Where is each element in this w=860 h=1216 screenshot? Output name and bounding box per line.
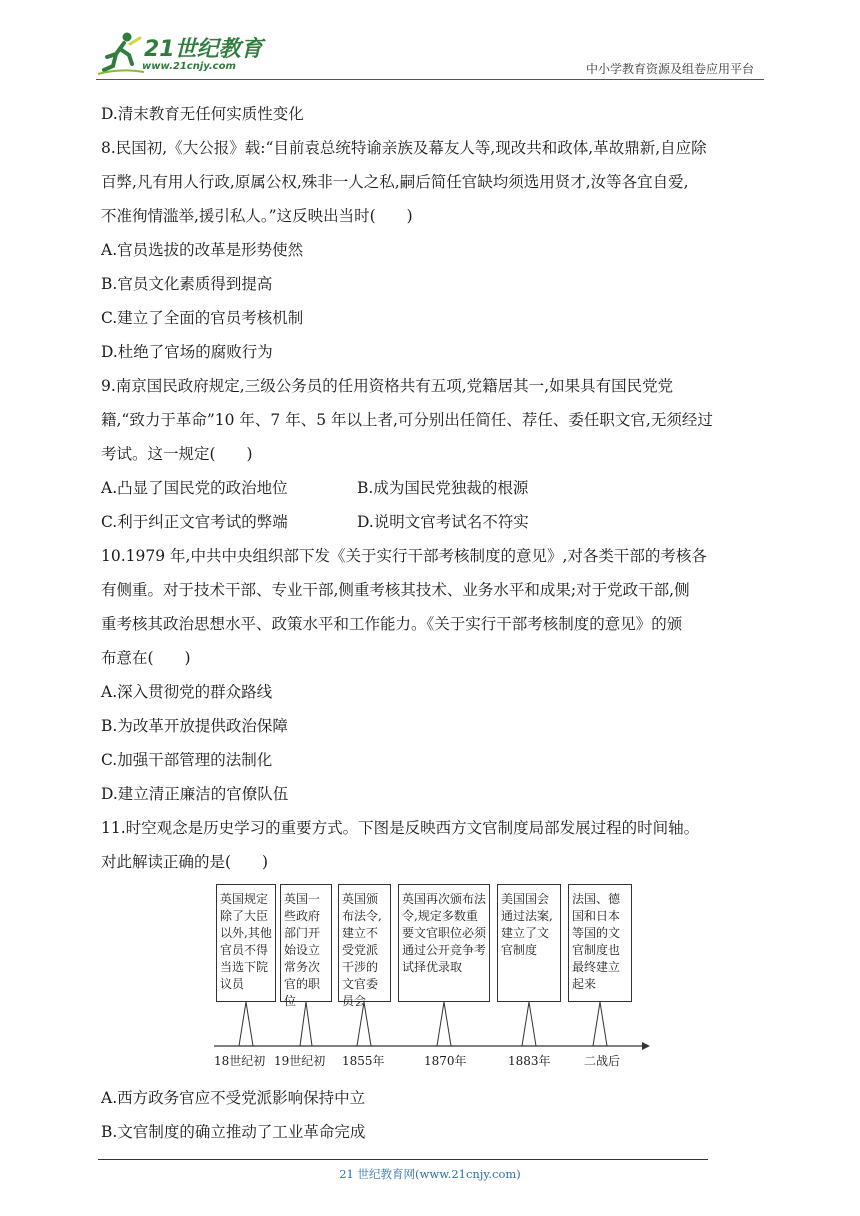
q8-option-a: A.官员选拔的改革是形势使然 (101, 241, 304, 259)
timeline-event-box: 英国再次颁布法令,规定多数重要文官职位必须通过公开竞争考试择优录取 (398, 884, 490, 1002)
q11-option-a: A.西方政务官应不受党派影响保持中立 (101, 1089, 366, 1107)
timeline-event-box: 美国国会通过法案,建立了文官制度 (497, 884, 561, 1002)
timeline-marker-icon (437, 1002, 451, 1046)
q10-stem-line: 有侧重。对于技术干部、专业干部,侧重考核其技术、业务水平和成果;对于党政干部,侧 (101, 581, 690, 599)
q8-stem-line: 不准徇情滥举,援引私人。”这反映出当时( ) (101, 207, 413, 225)
timeline-date-label: 二战后 (584, 1054, 621, 1068)
runner-icon (96, 30, 146, 76)
header-divider (96, 79, 764, 80)
q10-option-c: C.加强干部管理的法制化 (101, 751, 273, 769)
q10-option-d: D.建立清正廉洁的官僚队伍 (101, 785, 289, 803)
q9-option-d: D.说明文官考试名不符实 (357, 513, 529, 531)
q8-option-d: D.杜绝了官场的腐败行为 (101, 343, 273, 361)
q8-option-b: B.官员文化素质得到提高 (101, 275, 273, 293)
timeline-marker-icon (239, 1002, 253, 1046)
timeline-event-box: 英国颁布法令,建立不受党派干涉的文官委员会 (338, 884, 391, 1002)
q11-stem-line: 11.时空观念是历史学习的重要方式。下图是反映西方文官制度局部发展过程的时间轴。 (101, 819, 700, 837)
timeline-figure (212, 882, 652, 1072)
timeline-event-box: 英国规定除了大臣以外,其他官员不得当选下院议员 (216, 884, 276, 1002)
q9-stem-line: 籍,“致力于革命”10 年、7 年、5 年以上者,可分别出任简任、荐任、委任职文官,无须经过 (101, 411, 713, 429)
timeline-marker-icon (357, 1002, 371, 1046)
timeline-date-label: 1883年 (508, 1054, 551, 1068)
timeline-date-label: 1870年 (424, 1054, 467, 1068)
timeline-event-box: 英国一些政府部门开始设立常务次官的职位 (280, 884, 332, 1002)
page-header (96, 30, 764, 80)
q9-stem-line: 考试。这一规定( ) (101, 445, 253, 463)
q9-option-c: C.利于纠正文官考试的弊端 (101, 513, 288, 531)
q10-stem-line: 布意在( ) (101, 649, 191, 667)
timeline-date-label: 1855年 (342, 1054, 385, 1068)
timeline-date-label: 19世纪初 (274, 1054, 326, 1068)
q7-option-d: D.清末教育无任何实质性变化 (101, 105, 304, 123)
q9-option-a: A.凸显了国民党的政治地位 (101, 479, 288, 497)
q11-option-b: B.文官制度的确立推动了工业革命完成 (101, 1123, 366, 1141)
q10-stem-line: 10.1979 年,中共中央组织部下发《关于实行干部考核制度的意见》,对各类干部的考核各 (101, 547, 707, 565)
timeline-axis-arrows (212, 882, 652, 1072)
q9-stem-line: 9.南京国民政府规定,三级公务员的任用资格共有五项,党籍居其一,如果具有国民党党 (101, 377, 674, 395)
q9-option-b: B.成为国民党独裁的根源 (357, 479, 529, 497)
q8-option-c: C.建立了全面的官员考核机制 (101, 309, 304, 327)
axis-arrow-icon (642, 1042, 650, 1050)
q8-stem-line: 百弊,凡有用人行政,原属公权,殊非一人之私,嗣后简任官缺均须选用贤才,汝等各宜自爱, (101, 173, 689, 191)
footer-link[interactable]: 21 世纪教育网(www.21cnjy.com) (339, 1167, 521, 1181)
footer-divider (98, 1159, 708, 1160)
timeline-event-box: 法国、德国和日本等国的文官制度也最终建立起来 (568, 884, 632, 1002)
q11-stem-line: 对此解读正确的是( ) (101, 853, 269, 871)
site-logo (96, 30, 276, 78)
logo-url: www.21cnjy.com (142, 61, 236, 72)
logo-text: 21世纪教育 (144, 37, 263, 62)
q10-option-a: A.深入贯彻党的群众路线 (101, 683, 273, 701)
q10-option-b: B.为改革开放提供政治保障 (101, 717, 288, 735)
header-platform-name: 中小学教育资源及组卷应用平台 (585, 62, 754, 76)
q10-stem-line: 重考核其政治思想水平、政策水平和工作能力。《关于实行干部考核制度的意见》的颁 (101, 615, 683, 633)
timeline-marker-icon (522, 1002, 536, 1046)
q8-stem-line: 8.民国初,《大公报》载:“目前袁总统特谕亲族及幕友人等,现改共和政体,革故鼎新,自应除 (101, 139, 707, 157)
timeline-marker-icon (300, 1002, 312, 1046)
timeline-date-label: 18世纪初 (214, 1054, 266, 1068)
timeline-marker-icon (593, 1002, 607, 1046)
